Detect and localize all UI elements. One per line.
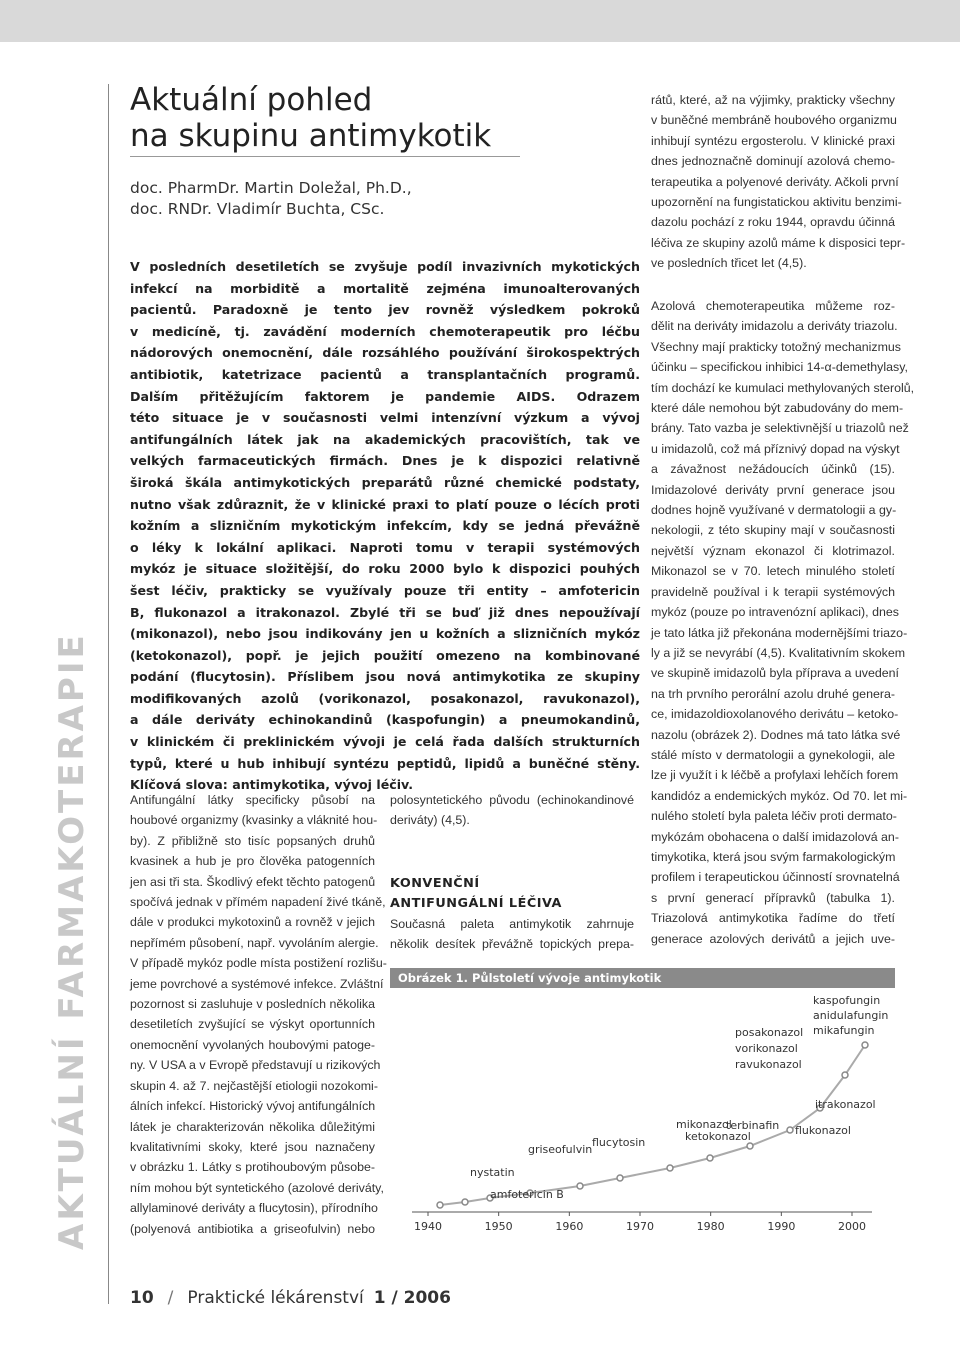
text-line: brány. Tato vazba je selektivnější u triazolů než bbox=[651, 421, 909, 436]
label-griseofulvin: griseofulvin bbox=[528, 1143, 593, 1156]
text-line: skupin 4. až 7. nejčastější etiologii nozokomi- bbox=[130, 1078, 378, 1093]
text-line: typů, které u hub inhibují syntézu peptidů, lipidů a buněčné stěny. bbox=[130, 755, 640, 771]
text-line: kandidóz a endemických mykóz. Od 70. let mi- bbox=[651, 788, 908, 803]
text-line: dazolu pochází z roku 1944, opravdu účinná bbox=[651, 215, 895, 230]
author-1: doc. PharmDr. Martin Doležal, Ph.D., bbox=[130, 179, 412, 197]
text-line: Klíčová slova: antimykotika, vývoj léčiv. bbox=[130, 777, 413, 793]
text-line: modifikovaných azolů (vorikonazol, posakonazol, ravukonazol), bbox=[130, 690, 640, 706]
text-line: pravidelně používal i k terapii systémových bbox=[651, 584, 895, 599]
text-line: desetiletích zvyšující se výskyt oportunních bbox=[130, 1017, 375, 1032]
heading-line-2: ANTIFUNGÁLNÍ LÉČIVA bbox=[390, 896, 562, 911]
text-line: v obrázku 1. Látky s protihoubovým působe- bbox=[130, 1160, 375, 1175]
body-column-2-continued bbox=[390, 914, 634, 955]
text-line: a dále deriváty echinokandinů (kaspofungin) a pneumokandinů, bbox=[130, 712, 640, 728]
text-line: antifungálních látek jak na akademických pracovištích, tak ve bbox=[130, 431, 640, 447]
text-line: kvalitativními skoky, které jsou naznačeny bbox=[130, 1139, 375, 1154]
text-line: V případě mykóz podle místa postižení rozlišu- bbox=[130, 956, 387, 971]
figure-caption: Obrázek 1. Půlstoletí vývoje antimykotik bbox=[390, 968, 895, 988]
text-line: léčiva ze skupiny azolů máme k disposici tepr- bbox=[651, 235, 906, 250]
text-line: a závažnost nežádoucích účinků (15). bbox=[651, 462, 895, 477]
text-line: inhibují syntézu ergosterolu. V klinické praxi bbox=[651, 133, 895, 148]
text-line: (ketokonazol), popř. je jejich použití omezeno na kombinované bbox=[130, 647, 640, 663]
text-line: kožním a slizničním mykotickým infekcím, kdy se jedná převážně bbox=[130, 518, 640, 534]
text-line: o léky k lokální aplikaci. Naproti tomu v terapii systémových bbox=[130, 539, 640, 555]
text-line: ly a již se nevyrábí (4,5). Kvalitativním skokem bbox=[651, 645, 906, 660]
text-line: pozornost si zasluhuje v posledních několika bbox=[130, 997, 375, 1012]
text-line: široká škála antimykotických preparátů různé chemické podstaty, bbox=[130, 474, 640, 490]
body-column-1 bbox=[130, 790, 387, 1239]
x-tick-label: 2000 bbox=[838, 1220, 866, 1233]
text-line: polosyntetického původu (echinokandinové bbox=[390, 793, 634, 807]
text-line: dnes jednoznačně dominují azolová chemo- bbox=[651, 154, 895, 169]
text-line: Imidazolové deriváty první generace jsou bbox=[651, 482, 895, 497]
label-amfotericin: amfotericin B bbox=[490, 1188, 564, 1201]
text-line: lze ji využít i k léčbě a profylaxi lehčích forem bbox=[651, 768, 899, 783]
text-line: by). Z přibližně sto tisíc popsaných druhů bbox=[130, 833, 375, 848]
text-line: ve skupině imidazolů byla příprava a uvedení bbox=[651, 666, 899, 681]
text-line: je tato látka již překonána modernějšími triazo- bbox=[651, 625, 908, 640]
text-line: Triazolová antimykotika řadíme do třetí bbox=[651, 911, 895, 926]
page-footer bbox=[130, 1288, 451, 1308]
author-2: doc. RNDr. Vladimír Buchta, CSc. bbox=[130, 200, 385, 218]
text-line: dělit na deriváty imidazolu a deriváty triazolu. bbox=[651, 319, 898, 334]
text-line: generace azolových derivátů a jejich uve- bbox=[651, 931, 895, 946]
figure-timeline bbox=[390, 990, 895, 1240]
text-line: deriváty) (4,5). bbox=[390, 813, 470, 828]
label-kaspofungin: kaspofungin bbox=[813, 994, 881, 1007]
text-line: Antifungální látky specificky působí na bbox=[130, 793, 375, 807]
text-line: látek je charakterizován několika důležitými bbox=[130, 1119, 375, 1134]
text-line: dále v produkci mykotoxinů a rovněž v jejich bbox=[130, 915, 375, 930]
text-line: Mikonazol se v 70. letech minulého století bbox=[651, 564, 895, 579]
label-ketokonazol: ketokonazol bbox=[685, 1130, 751, 1143]
x-tick-label: 1980 bbox=[696, 1220, 725, 1233]
text-line: (polyenová antibiotika a griseofulvin) nebo bbox=[130, 1221, 375, 1236]
side-rule bbox=[108, 84, 109, 1304]
text-line: velkých farmaceutických firmách. Dnes je k dispozici relativně bbox=[130, 453, 640, 469]
text-line: B, flukonazol a itrakonazol. Zbylé tři se buď již dnes nepoužívají bbox=[130, 604, 640, 620]
title-rule bbox=[130, 156, 520, 157]
body-column-3-continued bbox=[651, 296, 915, 949]
journal-name: Praktické lékárenství bbox=[187, 1288, 364, 1308]
top-band bbox=[0, 0, 960, 42]
issue-number: 1 / 2006 bbox=[373, 1288, 451, 1308]
text-line: nepřímém působení, např. vyvoláním alergie. bbox=[130, 935, 379, 950]
text-line: dodnes hojně využívané v dermatologii a gy- bbox=[651, 503, 897, 518]
text-line: s první generací přípravků (tabulka 1). bbox=[651, 890, 895, 905]
text-line: rátů, které, až na výjimky, prakticky všechny bbox=[651, 93, 895, 107]
text-line: profilem i terapeutickou účinností srovnatelná bbox=[651, 870, 900, 885]
text-line: ve posledních třicet let (4,5). bbox=[651, 256, 807, 271]
label-anidulafungin: anidulafungin bbox=[813, 1009, 889, 1022]
abstract bbox=[130, 256, 640, 796]
authors bbox=[130, 178, 412, 220]
page-number: 10 bbox=[130, 1288, 154, 1308]
text-line: ce, imidazoldioxolanového derivátu – ketoko- bbox=[651, 707, 899, 722]
text-line: Všechny mají prakticky totožný mechanizmus bbox=[651, 339, 901, 354]
text-line: upozornění na fungistatickou aktivitu benzimi- bbox=[651, 195, 902, 210]
text-line: u imidazolů, což má příznivý dopad na výskyt bbox=[651, 441, 900, 456]
body-column-2 bbox=[390, 790, 634, 831]
text-line: nekologii, z této skupiny mají v současnosti bbox=[651, 523, 895, 538]
text-line: stálé místo v dermatologii a gynekologii, ale bbox=[651, 747, 895, 762]
text-line: v medicíně, tj. zavádění moderních chemoterapeutik pro léčbu bbox=[130, 323, 640, 339]
label-mikonazol: mikonazol bbox=[676, 1118, 732, 1131]
text-line: mykózám obohacena o další imidazolová an- bbox=[651, 829, 899, 844]
text-line: ny. V USA a v Evropě představují u rizikových bbox=[130, 1058, 381, 1073]
text-line: houbové organizmy (kvasinky a vláknité hou- bbox=[130, 813, 378, 828]
text-line: účinku – specifickou inhibici 14-α-demethylasy, bbox=[651, 360, 908, 375]
text-line: nádorových onemocnění, dále rozsáhlého používání širokospektrých bbox=[130, 345, 640, 361]
text-line: kvasinek a hub je pro člověka patogenních bbox=[130, 854, 375, 869]
label-itrakonazol: itrakonazol bbox=[815, 1098, 876, 1111]
text-line: které dále nemohou být zabudovány do mem- bbox=[651, 401, 904, 416]
text-line: infekcí na morbiditě a mortalitě zejména imunoalterovaných bbox=[130, 280, 640, 296]
text-line: mykóz (pouze po intravenózní aplikaci), dnes bbox=[651, 605, 899, 620]
text-line: Dalším přitěžujícím faktorem je pandemie AIDS. Odrazem bbox=[130, 388, 640, 404]
text-line: (mikonazol), nebo jsou indikovány jen u kožních a slizničních mykóz bbox=[130, 626, 640, 642]
text-line: onemocnění vyvolaných houbovými patoge- bbox=[130, 1037, 375, 1052]
label-mikafungin: mikafungin bbox=[813, 1024, 875, 1037]
x-tick-label: 1950 bbox=[484, 1220, 513, 1233]
text-line: několik desítek převážně topických prepa- bbox=[390, 937, 634, 952]
footer-separator: / bbox=[167, 1288, 174, 1308]
text-line: jen asi tři sta. Škodlivý efekt těchto patogenů bbox=[130, 874, 376, 889]
x-tick-label: 1990 bbox=[767, 1220, 796, 1233]
text-line: terapeutika a polyenové deriváty. Ačkoli první bbox=[651, 174, 899, 189]
text-line: mykóz je situace složitější, do roku 2000 bylo k dispozici pouhých bbox=[130, 561, 640, 577]
label-posakonazol: posakonazol bbox=[735, 1026, 804, 1039]
x-tick-label: 1970 bbox=[626, 1220, 654, 1233]
label-flukonazol: flukonazol bbox=[795, 1124, 851, 1137]
text-line: ním mohou být syntetického (azolové deriváty, bbox=[130, 1180, 384, 1195]
label-flucytosin: flucytosin bbox=[592, 1136, 646, 1149]
text-line: nutno však zdůraznit, že v klinické praxi to platí pouze o lécích proti bbox=[130, 496, 640, 512]
text-line: allylaminové deriváty a flucytosin), přírodního bbox=[130, 1201, 378, 1216]
text-line: šest léčiv, prakticky se využívaly pouze tři entity – amfotericin bbox=[130, 582, 640, 598]
text-line: timykotika, která jsou svým farmakologickým bbox=[651, 849, 896, 864]
section-label: AKTUÁLNÍ FARMAKOTERAPIE bbox=[52, 632, 92, 1250]
label-vorikonazol: vorikonazol bbox=[735, 1042, 798, 1055]
x-tick-label: 1960 bbox=[555, 1220, 584, 1233]
title-line-1: Aktuální pohled bbox=[130, 82, 373, 118]
text-line: podání (flucytosin). Příslibem jsou nová antimykotika ze skupiny bbox=[130, 669, 640, 685]
text-line: v buněčné membráně houbového organizmu bbox=[651, 113, 897, 128]
heading-line-1: KONVENČNÍ bbox=[390, 876, 480, 891]
title-line-2: na skupinu antimykotik bbox=[130, 118, 492, 154]
text-line: antibiotik, katetrizace pacientů a transplantačních programů. bbox=[130, 366, 640, 382]
text-line: pacientů. Paradoxně je tento jev rovněž výsledkem pokroků bbox=[130, 302, 640, 318]
text-line: jeme povrchové a systémové infekce. Zvláštní bbox=[130, 976, 384, 991]
text-line: Azolová chemoterapeutika můžeme roz- bbox=[651, 299, 895, 313]
x-tick-label: 1940 bbox=[414, 1220, 442, 1233]
text-line: této situace je v současnosti velmi intenzívní výzkum a vývoj bbox=[130, 410, 640, 426]
text-line: tím dochází ke kumulaci methylovaných sterolů, bbox=[651, 380, 915, 395]
text-line: největší význam ekonazol či klotrimazol. bbox=[651, 543, 895, 558]
text-line: nazolu (obrázek 2). Dodnes má tato látka své bbox=[651, 727, 901, 742]
label-ravukonazol: ravukonazol bbox=[735, 1058, 802, 1071]
text-line: Současná paleta antimykotik zahrnuje bbox=[390, 917, 634, 931]
section-heading bbox=[390, 874, 562, 914]
label-terbinafin: terbinafin bbox=[726, 1119, 780, 1132]
article-title bbox=[130, 82, 491, 154]
text-line: na trh prvního perorální azolu druhé genera- bbox=[651, 686, 895, 701]
label-nystatin: nystatin bbox=[470, 1166, 515, 1179]
text-line: v klinickém či preklinickém vývoji je celá řada dalších strukturních bbox=[130, 734, 640, 750]
text-line: álních infekcí. Historický vývoj antifungálních bbox=[130, 1099, 376, 1114]
x-ticks bbox=[414, 1212, 866, 1233]
text-line: spočívá jednak v přímém napadení živé tkáně, bbox=[130, 895, 386, 910]
text-line: V posledních desetiletích se zvyšuje podíl invazivních mykotických bbox=[130, 259, 640, 274]
text-line: nulého století byla paleta léčiv proti dermato- bbox=[651, 809, 897, 824]
body-column-3 bbox=[651, 90, 906, 274]
